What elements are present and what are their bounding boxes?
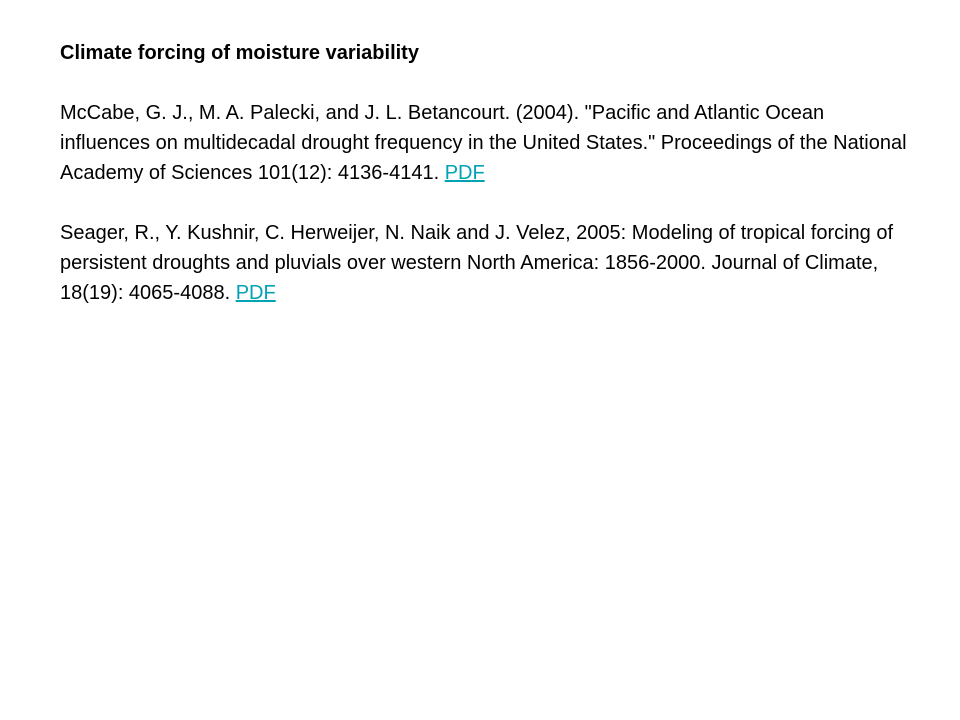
reference-citation: Seager, R., Y. Kushnir, C. Herweijer, N. Naik and J. Velez, 2005: Modeling of tropical forcing of persistent droughts and pluvials over western North America: 1856-2000. Journal of Climate, 18(19): 4065-4088. <box>60 222 894 304</box>
reference-list <box>60 98 910 308</box>
slide-content <box>60 38 910 338</box>
reference-item-mccabe <box>60 98 910 188</box>
pdf-link[interactable]: PDF <box>235 282 276 304</box>
slide-title: Climate forcing of moisture variability <box>60 42 419 64</box>
reference-item-seager <box>60 218 910 308</box>
reference-citation: McCabe, G. J., M. A. Palecki, and J. L. Betancourt. (2004). "Pacific and Atlantic Ocean influences on multidecadal drought frequency in the United States." Proceedings of the National Academy of Sciences 101(12): 4136-4141. <box>60 102 907 184</box>
pdf-link[interactable]: PDF <box>444 162 485 184</box>
